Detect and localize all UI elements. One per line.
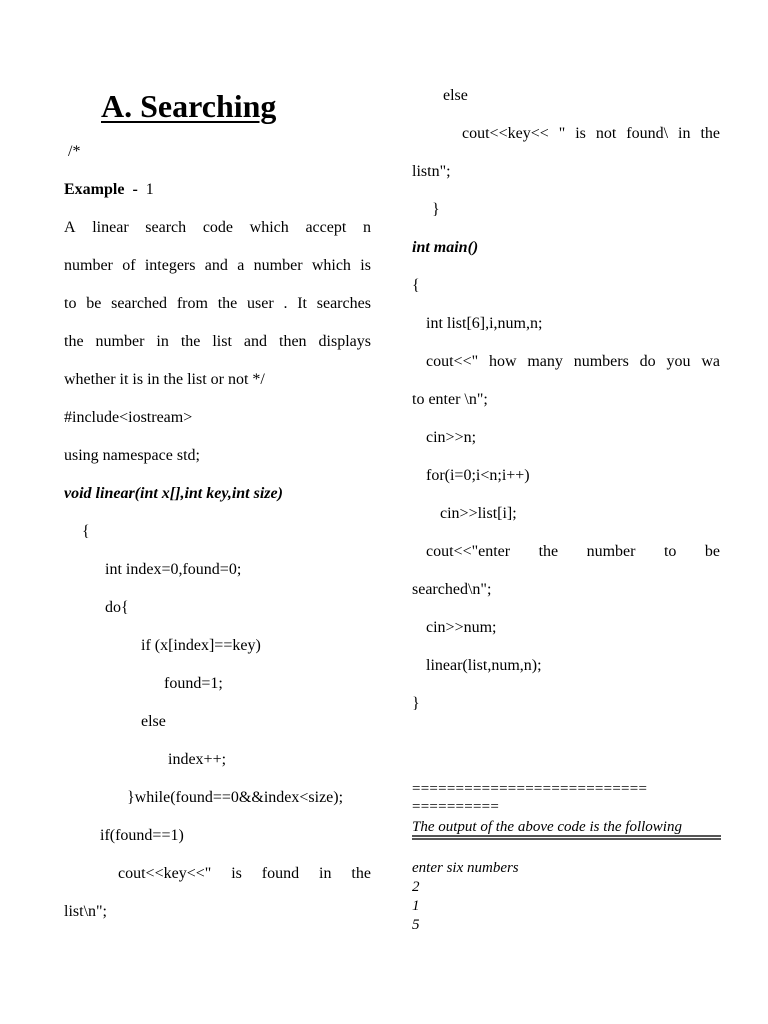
paragraph-word: the [180,333,201,350]
paragraph-word: accept [305,219,347,236]
cout-not-found-line [462,124,720,144]
code-token: wa [701,353,720,370]
paragraph-word: in [156,333,169,350]
cout-found-line [118,864,371,884]
paragraph-word: list [212,333,232,350]
function-brace-open: { [82,523,90,540]
main-declaration: int list[6],i,num,n; [426,315,543,332]
paragraph-word: and [243,333,268,350]
example-heading [64,180,154,200]
code-token: how [488,353,517,370]
main-signature: int main() [412,239,479,256]
output-header-rule-2 [412,838,721,840]
code-token: do [639,353,656,370]
paragraph-word: code [202,219,234,236]
paragraph-last-line: whether it is in the list or not */ [64,371,265,388]
paragraph-line [64,294,371,314]
paragraph-word: n [362,219,371,236]
paragraph-word: then [279,333,307,350]
paragraph-word: searches [316,295,371,312]
paragraph-word: displays [318,333,371,350]
paragraph-word: search [145,219,187,236]
output-line: 5 [412,917,420,933]
cout-found-end: list\n"; [64,903,107,920]
function-signature: void linear(int x[],int key,int size) [64,485,283,502]
paragraph-word: which [249,219,289,236]
paragraph-word: to [64,295,77,312]
code-token: to [663,543,677,560]
code-token: in [678,125,691,142]
code-token: the [538,543,559,560]
else-outer: else [443,87,468,104]
cout-not-found-end: listn"; [412,163,451,180]
cout-enter-end: searched\n"; [412,581,492,598]
code-token: in [319,865,332,882]
separator-line-2: ========== [412,799,500,815]
if-found-check: if(found==1) [100,827,184,844]
code-token: cout<<" [426,353,479,370]
paragraph-word: user [247,295,274,312]
example-label: Example [64,181,125,198]
paragraph-word: is [360,257,371,274]
while-condition: }while(found==0&&index<size); [127,789,344,806]
main-brace-close: } [412,695,420,712]
code-token: the [700,125,720,142]
paragraph-word: and [204,257,228,274]
index-increment: index++; [168,751,227,768]
code-token: found\ [626,125,669,142]
output-header-rule-1 [412,835,721,837]
paragraph-word: It [297,295,307,312]
linear-call: linear(list,num,n); [426,657,542,674]
do-loop-open: do{ [105,599,129,616]
code-token: cout<<key<< [462,125,549,142]
code-token: cout<<key<<" [118,865,212,882]
paragraph-word: of [122,257,136,274]
paragraph-word: which [311,257,351,274]
paragraph-word: searched [111,295,168,312]
paragraph-word: linear [92,219,129,236]
variable-declaration: int index=0,found=0; [105,561,242,578]
code-token: numbers [573,353,629,370]
code-token: is [575,125,586,142]
output-line: enter six numbers [412,860,519,876]
paragraph-word: number [253,257,303,274]
separator-line-1: =========================== [412,781,648,797]
cin-n: cin>>n; [426,429,477,446]
using-namespace: using namespace std; [64,447,200,464]
code-token: you [666,353,691,370]
cout-enter-line [426,542,720,562]
code-token: not [595,125,617,142]
for-loop: for(i=0;i<n;i++) [426,467,530,484]
paragraph-word: integers [144,257,196,274]
code-token: number [586,543,636,560]
cin-num: cin>>num; [426,619,497,636]
output-line: 1 [412,898,420,914]
example-separator: - [132,181,138,198]
paragraph-word: the [64,333,84,350]
paragraph-word: number [95,333,145,350]
code-token: the [351,865,371,882]
output-line: 2 [412,879,420,895]
paragraph-line [64,218,371,238]
paragraph-word: a [237,257,245,274]
main-brace-open: { [412,277,420,294]
example-number: 1 [145,181,154,198]
found-assignment: found=1; [164,675,223,692]
code-token: " [558,125,566,142]
cin-list: cin>>list[i]; [440,505,517,522]
code-token: is [231,865,242,882]
comment-open: /* [68,143,81,160]
paragraph-word: be [86,295,102,312]
else-inner: else [141,713,166,730]
include-directive: #include<iostream> [64,409,193,426]
code-token: found [261,865,300,882]
cout-how-many-end: to enter \n"; [412,391,488,408]
paragraph-word: the [217,295,238,312]
paragraph-word: number [64,257,113,274]
code-token: cout<<"enter [426,543,511,560]
if-condition: if (x[index]==key) [141,637,261,654]
paragraph-line [64,332,371,352]
paragraph-word: from [176,295,208,312]
output-header: The output of the above code is the following [412,819,682,835]
code-token: be [704,543,720,560]
paragraph-word: . [283,295,288,312]
paragraph-line [64,256,371,276]
code-token: many [527,353,563,370]
cout-how-many-line [426,352,720,372]
page-title: A. Searching [101,88,277,124]
function-brace-close: } [432,201,440,218]
paragraph-word: A [64,219,76,236]
